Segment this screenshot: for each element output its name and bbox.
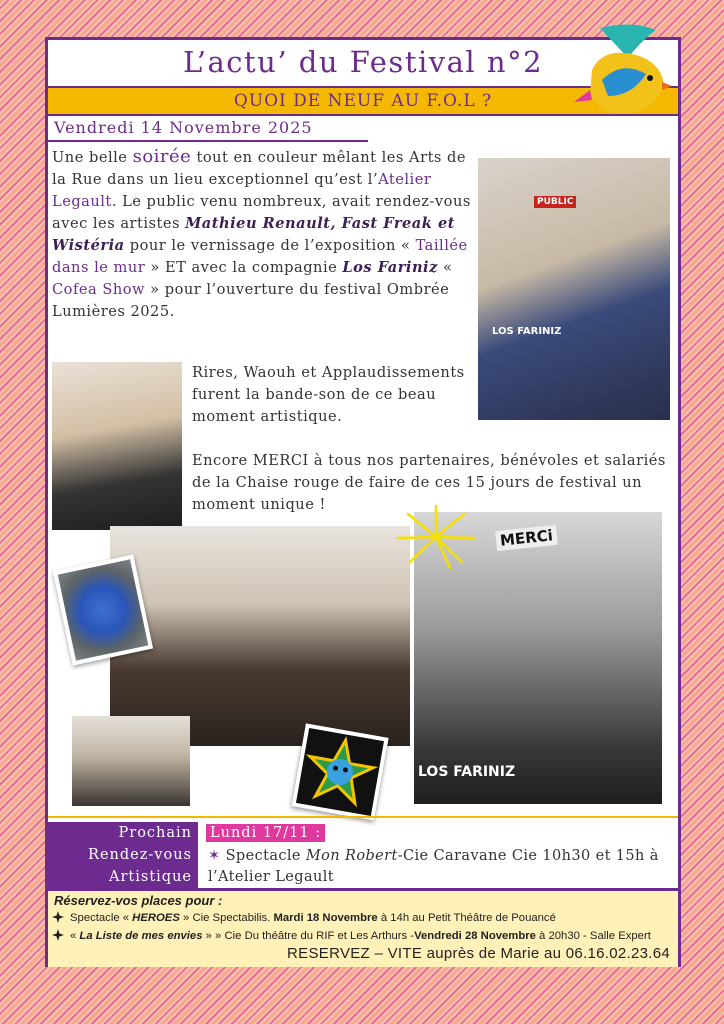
article-paragraph-3: Encore MERCI à tous nos partenaires, bénévoles et salariés de la Chaise rouge de faire de ces 15 jours de festival un moment unique ! xyxy=(192,452,666,513)
article-paragraph-2: Rires, Waouh et Applaudissements furent la bande-son de ce beau moment artistique. xyxy=(192,364,465,425)
photo-audience-hall xyxy=(110,526,410,746)
photo-star-mascot xyxy=(291,723,388,820)
reservation-line-liste: « La Liste de mes envies » » Cie Du théâtre du RIF et Les Arthurs -Vendredi 28 Novembre à 20h30 - Salle Expert xyxy=(52,929,651,942)
next-event-details: ✶ Spectacle Mon Robert-Cie Caravane Cie 10h30 et 15h à l’Atelier Legault xyxy=(208,848,659,885)
photo-hall-standing xyxy=(72,716,190,806)
next-event-label: Prochain Rendez-vous Artistique xyxy=(48,822,198,890)
subtitle-bar: QUOI DE NEUF AU F.O.L ? xyxy=(48,86,678,116)
reservation-title: Réservez-vos places pour : xyxy=(54,893,223,908)
firework-icon xyxy=(394,502,478,572)
article-paragraph-1: Une belle soirée tout en couleur mêlant les Arts de la Rue dans un lieu exceptionnel qu’est l’Atelier Legault. Le public venu nombreux, avait rendez-vous avec les artistes Mathieu Renault, Fast Freak et Wistéria pour le vernissage de l’exposition « Taillée dans le mur » ET avec la compagnie Los Fariniz « Cofea Show » pour l’ouverture du festival Ombrée Lumières 2025. xyxy=(52,146,471,320)
page-title: L’actu’ du Festival n°2 xyxy=(182,45,544,79)
colorful-bird-icon xyxy=(572,20,672,128)
photo-merci-podium: MERCi LOS FARINIZ xyxy=(414,512,662,804)
newsletter-frame xyxy=(45,37,681,967)
date-divider xyxy=(48,140,368,142)
next-event-date: Lundi 17/11 : xyxy=(206,824,325,842)
photo-cart-performer: PUBLIC LOS FARINIZ xyxy=(478,158,670,420)
section-divider xyxy=(48,816,678,818)
star-bullet-icon: ✶ xyxy=(208,848,221,864)
article-date: Vendredi 14 Novembre 2025 xyxy=(54,118,313,137)
photo-exhibition-crowd xyxy=(52,362,182,530)
reservation-footer xyxy=(48,888,678,967)
star-bullet-icon xyxy=(52,911,64,923)
reservation-line-heroes: Spectacle « HEROES » Cie Spectabilis. Mardi 18 Novembre à 14h au Petit Théâtre de Pouancé xyxy=(52,911,556,924)
star-bullet-icon xyxy=(52,929,64,941)
star-mascot-icon xyxy=(296,728,384,816)
reservation-call-to-action: RESERVEZ – VITE auprès de Marie au 06.16.02.23.64 xyxy=(287,945,670,962)
